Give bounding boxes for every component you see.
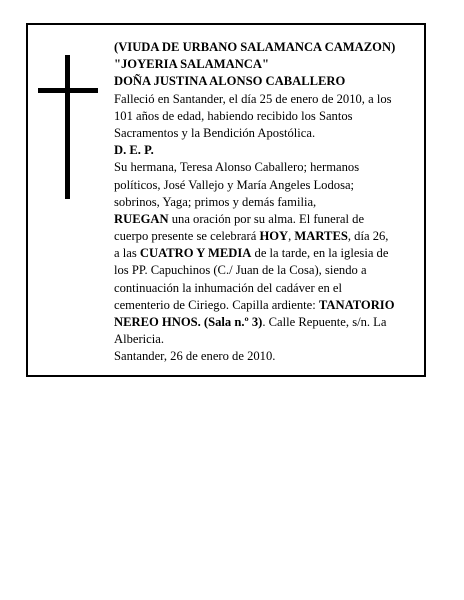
request-line-4: los PP. Capuchinos (C./ Juan de la Cosa), siendo a xyxy=(114,263,367,278)
family-line-2: políticos, José Vallejo y María Angeles Lodosa; xyxy=(114,177,355,192)
request-line-3-b: de la tarde, en la iglesia de xyxy=(251,246,389,261)
request-line-8: Albericia. xyxy=(114,332,164,347)
cross-icon xyxy=(38,55,98,199)
cross-horizontal-bar xyxy=(38,88,98,93)
request-line-5: continuación la inhumación del cadáver en el xyxy=(114,280,342,295)
time-text: CUATRO Y MEDIA xyxy=(139,246,252,261)
heading-line-1: (VIUDA DE URBANO SALAMANCA CAMAZON) xyxy=(114,40,396,54)
notice-text xyxy=(114,39,422,366)
request-line-3 xyxy=(114,245,422,262)
request-line-7-b: . Calle Repuente, s/n. La xyxy=(262,315,387,329)
request-line-6-a: cementerio de Ciriego. Capilla ardiente: xyxy=(114,297,319,312)
request-line-7 xyxy=(114,314,422,331)
hoy-text: HOY xyxy=(259,229,289,244)
request-line-2-a: cuerpo presente se celebrará xyxy=(114,229,260,244)
closing-line: Santander, 26 de enero de 2010. xyxy=(114,349,276,364)
martes-text: MARTES xyxy=(294,229,348,244)
family-line-3: sobrinos, Yaga; primos y demás familia, xyxy=(114,194,317,209)
request-line-6 xyxy=(114,297,422,314)
death-line-3: Sacramentos y la Bendición Apostólica. xyxy=(114,125,316,140)
cross-vertical-bar xyxy=(65,55,70,199)
tanatorio-text: TANATORIO xyxy=(318,297,395,312)
deceased-name: DOÑA JUSTINA ALONSO CABALLERO xyxy=(114,74,346,89)
dep-line: D. E. P. xyxy=(114,143,154,158)
nereo-text: NEREO HNOS. (Sala n.º 3) xyxy=(114,315,263,329)
family-line-1: Su hermana, Teresa Alonso Caballero; hermanos xyxy=(114,160,360,175)
request-line-1-rest: una oración por su alma. El funeral de xyxy=(168,211,365,226)
death-line-1: Falleció en Santander, el día 25 de enero de 2010, a los xyxy=(114,91,392,106)
comma-text: , xyxy=(288,229,295,244)
request-line-3-a: a las xyxy=(114,246,140,261)
ruegan-text: RUEGAN xyxy=(114,211,169,226)
obituary-notice xyxy=(26,23,426,377)
request-line-2-b: , día 26, xyxy=(347,229,389,244)
death-line-2: 101 años de edad, habiendo recibido los Santos xyxy=(114,108,353,123)
request-line-1 xyxy=(114,211,422,228)
heading-line-2: "JOYERIA SALAMANCA" xyxy=(114,57,269,72)
request-line-2 xyxy=(114,228,422,245)
